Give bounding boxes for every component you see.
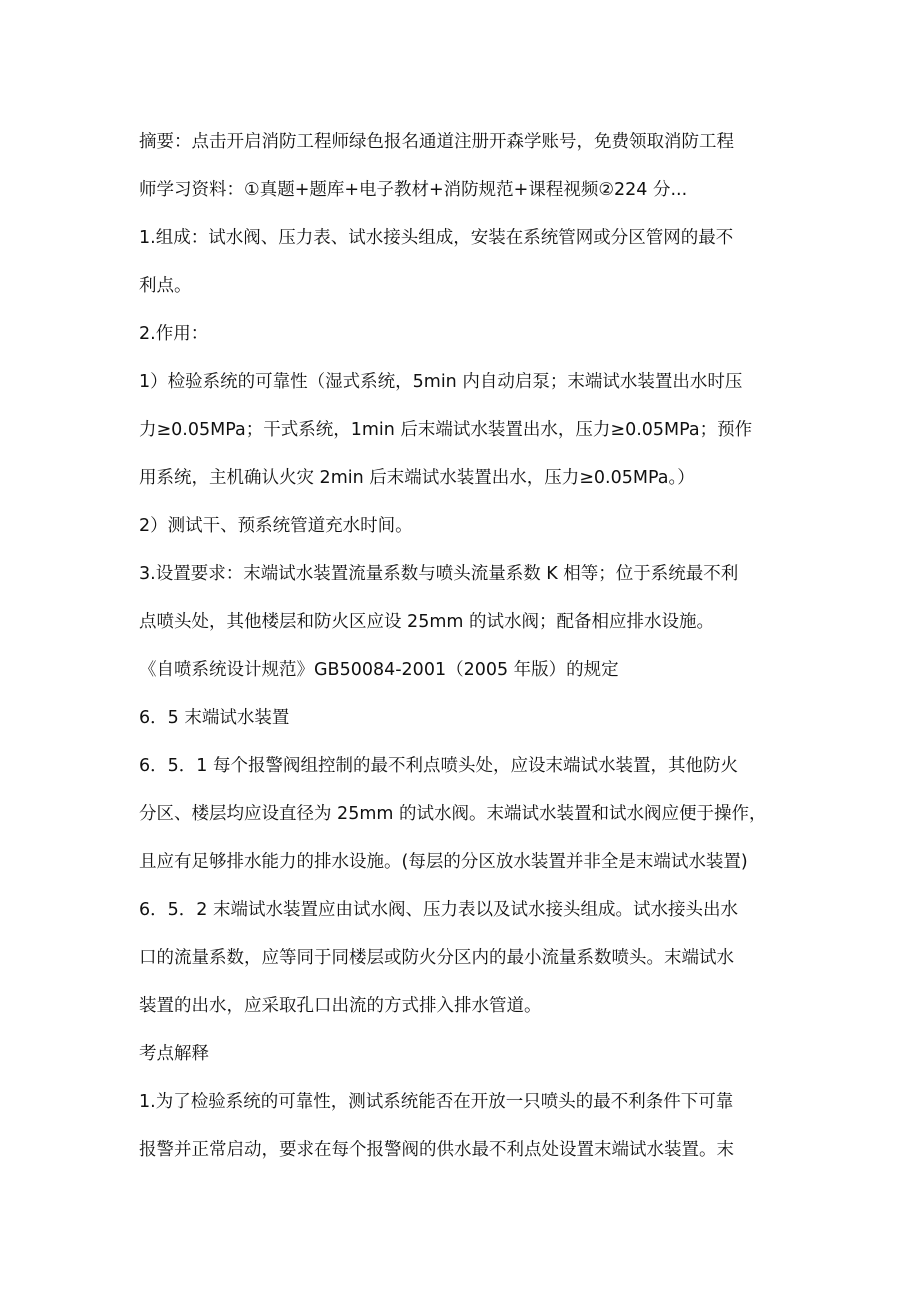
clause-6-5-2 bbox=[139, 886, 819, 1030]
text-line: 装置的出水，应采取孔口出流的方式排入排水管道。 bbox=[139, 996, 542, 1016]
exam-point-heading bbox=[139, 1030, 819, 1078]
text-line: 《自喷系统设计规范》GB50084-2001（2005 年版）的规定 bbox=[139, 660, 619, 680]
composition-paragraph bbox=[139, 214, 819, 310]
text-line: 用系统，主机确认火灾 2min 后末端试水装置出水，压力≥0.05MPa。） bbox=[139, 468, 695, 488]
text-line: 报警并正常启动，要求在每个报警阀的供水最不利点处设置末端试水装置。末 bbox=[139, 1140, 734, 1160]
text-line: 且应有足够排水能力的排水设施。(每层的分区放水装置并非全是末端试水装置) bbox=[139, 852, 748, 872]
text-line: 利点。 bbox=[139, 276, 192, 296]
text-line: 1.为了检验系统的可靠性，测试系统能否在开放一只喷头的最不利条件下可靠 bbox=[139, 1092, 734, 1112]
reliability-paragraph bbox=[139, 358, 819, 502]
text-line: 摘要：点击开启消防工程师绿色报名通道注册开森学账号，免费领取消防工程 bbox=[139, 132, 734, 152]
text-line: 口的流量系数，应等同于同楼层或防火分区内的最小流量系数喷头。末端试水 bbox=[139, 948, 734, 968]
text-line: 点喷头处，其他楼层和防火区应设 25mm 的试水阀；配备相应排水设施。 bbox=[139, 612, 714, 632]
function-heading bbox=[139, 310, 819, 358]
text-line: 分区、楼层均应设直径为 25mm 的试水阀。末端试水装置和试水阀应便于操作， bbox=[139, 804, 767, 824]
text-line: 考点解释 bbox=[139, 1044, 209, 1064]
standard-reference bbox=[139, 646, 819, 694]
summary-paragraph bbox=[139, 118, 819, 214]
text-line: 2）测试干、预系统管道充水时间。 bbox=[139, 516, 413, 536]
text-line: 6．5．1 每个报警阀组控制的最不利点喷头处，应设末端试水装置，其他防火 bbox=[139, 756, 738, 776]
text-line: 师学习资料：①真题+题库+电子教材+消防规范+课程视频②224 分... bbox=[139, 180, 688, 200]
text-line: 1.组成：试水阀、压力表、试水接头组成，安装在系统管网或分区管网的最不 bbox=[139, 228, 734, 248]
text-line: 6．5．2 末端试水装置应由试水阀、压力表以及试水接头组成。试水接头出水 bbox=[139, 900, 738, 920]
text-line: 力≥0.05MPa；干式系统，1min 后末端试水装置出水，压力≥0.05MPa；预作 bbox=[139, 420, 753, 440]
document-body bbox=[139, 118, 819, 1174]
text-line: 6．5 末端试水装置 bbox=[139, 708, 290, 728]
fill-time-paragraph bbox=[139, 502, 819, 550]
text-line: 1）检验系统的可靠性（湿式系统，5min 内自动启泵；末端试水装置出水时压 bbox=[139, 372, 743, 392]
clause-6-5-1 bbox=[139, 742, 819, 886]
section-heading-6-5 bbox=[139, 694, 819, 742]
text-line: 3.设置要求：末端试水装置流量系数与喷头流量系数 K 相等；位于系统最不利 bbox=[139, 564, 739, 584]
requirements-paragraph bbox=[139, 550, 819, 646]
explanation-paragraph bbox=[139, 1078, 819, 1174]
text-line: 2.作用： bbox=[139, 324, 209, 344]
